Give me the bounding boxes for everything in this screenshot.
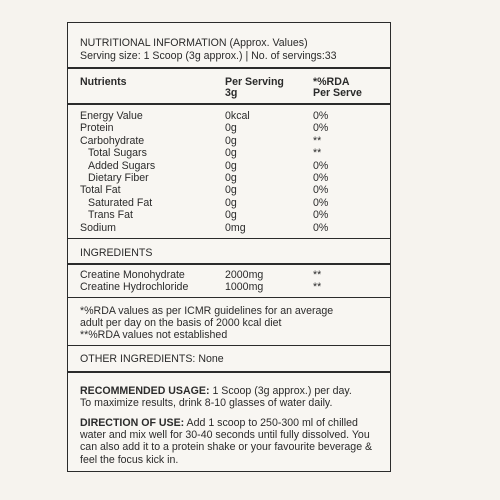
nutrient-value: 0g (225, 159, 237, 172)
nutrient-rda: 0% (313, 159, 329, 172)
divider (68, 238, 390, 239)
ingredient-amount: 2000mg (225, 269, 264, 281)
col-per-serving: Per Serving (225, 76, 284, 88)
nutrient-value: 0g (225, 147, 237, 160)
nutrient-name: Total Sugars (88, 147, 147, 160)
ingredient-amount: 1000mg (225, 281, 264, 293)
nutrient-rda: 0% (313, 196, 329, 209)
col-per-serving-unit: 3g (225, 87, 238, 99)
divider (68, 263, 390, 265)
ingredient-name: Creatine Hydrochloride (80, 281, 189, 293)
nutrient-name: Added Sugars (88, 159, 156, 172)
nutrition-label (67, 22, 391, 472)
divider (68, 103, 390, 105)
nutrient-rda: 0% (313, 172, 329, 184)
direction-text: Add 1 scoop to 250-300 ml of chilled water and mix well for 30-40 seconds until fully dissolved. You can also add it to a protein shake or your favourite beverage & feel the focus kick in. (80, 417, 373, 466)
nutrient-value: 0g (225, 209, 237, 222)
nutrient-name: Energy Value (80, 110, 143, 122)
nutrient-name: Carbohydrate (80, 134, 145, 147)
nutrient-value: 0g (225, 184, 237, 197)
nutrient-value: 0g (225, 134, 237, 147)
ingredient-name: Creatine Monohydrate (80, 269, 185, 281)
nutrient-rda: ** (313, 134, 322, 147)
col-rda-unit: Per Serve (313, 87, 362, 99)
usage-line (80, 385, 352, 397)
divider (68, 371, 390, 373)
nutrient-rda: 0% (313, 209, 329, 222)
rda-note-line: *%RDA values as per ICMR guidelines for an average (80, 305, 334, 317)
serving-info: Serving size: 1 Scoop (3g approx.) | No. of servings:33 (80, 50, 337, 62)
usage-text: 1 Scoop (3g approx.) per day. (212, 385, 352, 397)
nutrient-rda: ** (313, 147, 322, 160)
other-ingredients-label: OTHER INGREDIENTS: (80, 353, 196, 365)
nutrient-value: 0mg (225, 221, 246, 234)
nutrient-value: 0g (225, 196, 237, 209)
divider (68, 297, 390, 298)
nutrient-rda: 0% (313, 122, 329, 135)
nutrient-name: Protein (80, 122, 114, 135)
other-ingredients (80, 353, 224, 365)
nutrient-value: 0g (225, 122, 237, 135)
nutrient-name: Total Fat (80, 184, 121, 197)
direction-paragraph (80, 417, 385, 466)
usage-text-2: To maximize results, drink 8-10 glasses of water daily. (80, 397, 333, 409)
nutrient-name: Saturated Fat (88, 196, 153, 209)
direction-label: DIRECTION OF USE: (80, 417, 185, 429)
usage-label: RECOMMENDED USAGE: (80, 385, 210, 397)
ingredient-rda: ** (313, 281, 322, 293)
divider (68, 67, 390, 69)
other-ingredients-value: None (198, 353, 224, 365)
nutrient-name: Trans Fat (88, 209, 133, 222)
rda-note-line: adult per day on the basis of 2000 kcal diet (80, 317, 282, 329)
nutrient-rda: 0% (313, 221, 329, 234)
ingredients-heading: INGREDIENTS (80, 247, 153, 259)
col-nutrients: Nutrients (80, 76, 127, 88)
ingredient-rda: ** (313, 269, 322, 281)
nutrient-rda: 0% (313, 110, 329, 122)
nutrient-value: 0g (225, 172, 237, 184)
col-rda: *%RDA (313, 76, 350, 88)
nutrient-value: 0kcal (225, 110, 250, 122)
rda-note-line: **%RDA values not established (80, 329, 228, 341)
divider (68, 345, 390, 346)
nutrient-rda: 0% (313, 184, 329, 197)
label-title: NUTRITIONAL INFORMATION (Approx. Values) (80, 37, 308, 49)
nutrient-name: Dietary Fiber (88, 172, 149, 184)
nutrient-name: Sodium (80, 221, 116, 234)
